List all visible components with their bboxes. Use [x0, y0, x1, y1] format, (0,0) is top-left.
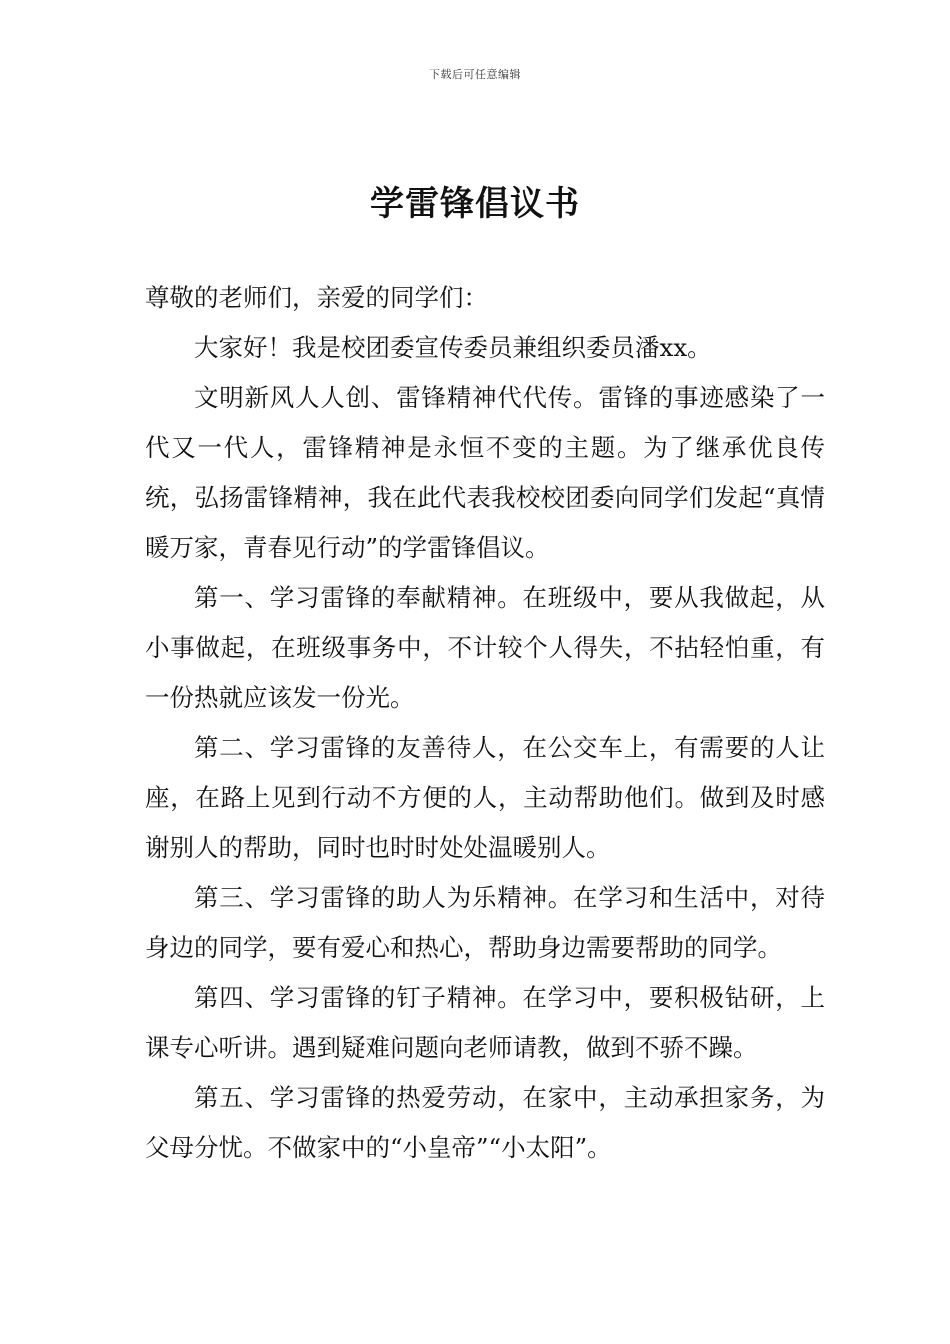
salutation: 尊敬的老师们，亲爱的同学们： [145, 283, 488, 312]
paragraph-point-5: 第五、学习雷锋的热爱劳动，在家中，主动承担家务，为父母分忧。不做家中的“小皇帝”“小太阳”。 [145, 1083, 825, 1162]
paragraph-intro: 文明新风人人创、雷锋精神代代传。雷锋的事迹感染了一代又一代人，雷锋精神是永恒不变的主题。为了继承优良传统，弘扬雷锋精神，我在此代表我校校团委向同学们发起“真情暖万家，青春见行动”的学雷锋倡议。 [145, 383, 825, 562]
header-note: 下载后可任意编辑 [429, 68, 521, 81]
paragraph-point-4: 第四、学习雷锋的钉子精神。在学习中，要积极钻研，上课专心听讲。遇到疑难问题向老师请教，做到不骄不躁。 [145, 983, 825, 1062]
document-title: 学雷锋倡议书 [370, 184, 580, 224]
paragraph-point-1: 第一、学习雷锋的奉献精神。在班级中，要从我做起，从小事做起，在班级事务中，不计较个人得失，不拈轻怕重，有一份热就应该发一份光。 [145, 583, 825, 712]
paragraph-greeting: 大家好！我是校团委宣传委员兼组织委员潘xx。 [194, 333, 712, 362]
paragraph-point-3: 第三、学习雷锋的助人为乐精神。在学习和生活中，对待身边的同学，要有爱心和热心，帮助身边需要帮助的同学。 [145, 883, 825, 962]
paragraph-point-2: 第二、学习雷锋的友善待人，在公交车上，有需要的人让座，在路上见到行动不方便的人，主动帮助他们。做到及时感谢别人的帮助，同时也时时处处温暖别人。 [145, 733, 825, 862]
document-body [145, 273, 825, 1173]
